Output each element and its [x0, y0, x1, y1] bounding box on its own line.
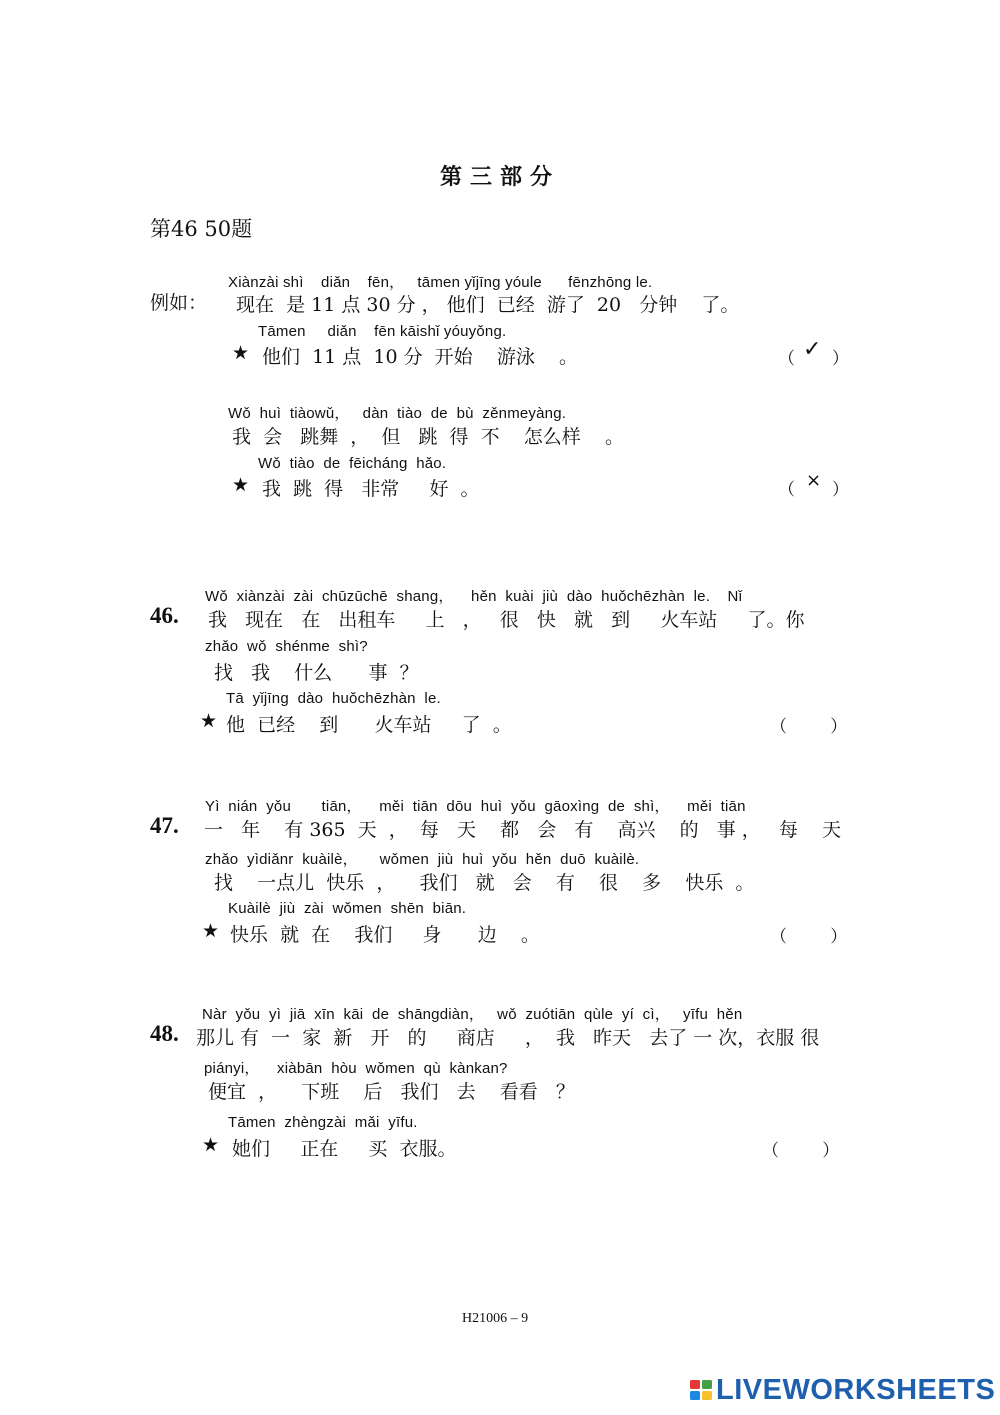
star-icon: ★ — [200, 710, 218, 732]
q46-statement-pinyin: Tā yǐjīng dào huǒchēzhàn le. — [226, 690, 441, 707]
q47-statement-pinyin: Kuàilè jiù zài wǒmen shēn biān. — [228, 900, 467, 917]
q48-hanzi-line1: 那儿 有 一 家 新 开 的 商店 ， 我 昨天 去了 一 次，衣服 很 — [196, 1027, 820, 1049]
q46-pinyin-line2: zhǎo wǒ shénme shì? — [205, 638, 368, 655]
q48-number: 48. — [150, 1021, 179, 1046]
q48-statement-pinyin: Tāmen zhèngzài mǎi yīfu. — [228, 1114, 418, 1131]
example2-pinyin: Wǒ huì tiàowǔ， dàn tiào de bù zěnmeyàng. — [228, 405, 567, 422]
page-footer: H21006 – 9 — [462, 1311, 529, 1326]
star-icon: ★ — [232, 474, 250, 496]
q47-hanzi-line1: 一 年 有 365 天 ， 每 天 都 会 有 高兴 的 事 ， 每 天 — [204, 819, 842, 841]
example2-hanzi: 我 会 跳舞 ， 但 跳 得 不 怎么样 。 — [232, 426, 624, 448]
example-statement-pinyin: Tāmen diǎn fēn kāishǐ yóuyǒng. — [258, 323, 507, 340]
q48-answer-box[interactable]: （ ） — [762, 1141, 840, 1161]
q47-pinyin-line2: zhǎo yìdiǎnr kuàilè， wǒmen jiù huì yǒu hěn duō kuàilè. — [205, 851, 640, 868]
q47-number: 47. — [150, 813, 179, 838]
q47-answer-box[interactable]: （ ） — [770, 927, 848, 947]
q47-pinyin-line1: Yì nián yǒu tiān， měi tiān dōu huì yǒu gāoxìng de shì， měi tiān — [205, 798, 746, 815]
q46-number: 46. — [150, 603, 179, 628]
example2-statement-pinyin: Wǒ tiào de fēicháng hǎo. — [258, 455, 447, 472]
star-icon: ★ — [232, 342, 250, 364]
q46-pinyin-line1: Wǒ xiànzài zài chūzūchē shang， hěn kuài jiù dào huǒchēzhàn le. Nǐ — [205, 588, 743, 605]
star-icon: ★ — [202, 1134, 220, 1156]
star-icon: ★ — [202, 920, 220, 942]
q48-statement-hanzi: 她们 正在 买 衣服。 — [232, 1138, 457, 1160]
example-statement-hanzi: 他们 11 点 10 分 开始 游泳 。 — [262, 346, 578, 368]
check-mark-icon: ✓ — [803, 337, 822, 362]
answer-paren-open: （ — [778, 480, 795, 500]
q47-statement-hanzi: 快乐 就 在 我们 身 边 。 — [230, 924, 540, 946]
cross-mark-icon: × — [806, 470, 822, 491]
liveworksheets-brand[interactable]: LIVEWORKSHEETS — [716, 1374, 996, 1406]
answer-paren-close: ） — [832, 349, 849, 369]
q47-hanzi-line2: 找 一点儿 快乐 ， 我们 就 会 有 很 多 快乐 。 — [214, 872, 755, 894]
section-heading: 第46 50题 — [150, 217, 253, 241]
example-pinyin: Xiànzài shì diǎn fēn， tāmen yǐjīng yóule fēnzhōng le. — [228, 274, 653, 291]
q48-hanzi-line2: 便宜 ， 下班 后 我们 去 看看 ？ — [208, 1081, 575, 1103]
q46-statement-hanzi: 他 已经 到 火车站 了 。 — [226, 714, 512, 736]
example-hanzi: 现在 是 11 点 30 分 ， 他们 已经 游了 20 分钟 了。 — [236, 294, 740, 316]
example-label: 例如： — [150, 292, 208, 314]
liveworksheets-logo-icon — [688, 1378, 716, 1400]
q48-pinyin-line1: Nàr yǒu yì jiā xīn kāi de shāngdiàn， wǒ zuótiān qùle yí cì， yīfu hěn — [202, 1006, 743, 1023]
q48-pinyin-line2: piányi， xiàbān hòu wǒmen qù kànkan? — [204, 1060, 508, 1077]
q46-hanzi-line2: 找 我 什么 事 ？ — [214, 662, 419, 684]
q46-answer-box[interactable]: （ ） — [770, 717, 848, 737]
page-title: 第三部分 — [440, 164, 561, 190]
answer-paren-open: （ — [778, 349, 795, 369]
example2-statement-hanzi: 我 跳 得 非常 好 。 — [262, 478, 480, 500]
q46-hanzi-line1: 我 现在 在 出租车 上 ， 很 快 就 到 火车站 了。你 — [208, 609, 805, 631]
answer-paren-close: ） — [832, 480, 849, 500]
